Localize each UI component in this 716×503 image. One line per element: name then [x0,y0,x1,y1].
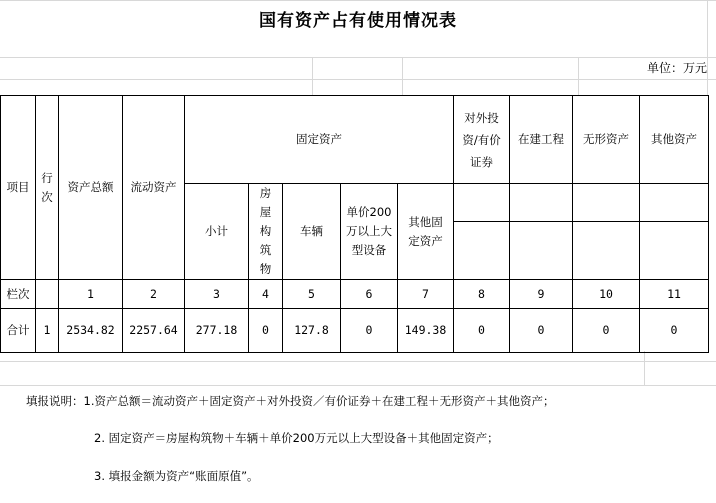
header-blank [454,221,510,279]
note-line-3: 3. 填报金额为资产“账面原值”。 [94,469,259,483]
large-equipment-value: 0 [341,309,398,353]
gridline [0,0,716,1]
column-number-cell: 9 [510,280,573,309]
gridline [0,79,716,80]
gridline [402,57,403,95]
gridline [0,385,716,386]
header-construction: 在建工程 [510,96,573,184]
column-number-cell: 5 [283,280,341,309]
header-blank [640,184,709,222]
total-row [1,309,709,353]
foreign-investment-value: 0 [454,309,510,353]
column-number-cell: 3 [185,280,249,309]
column-number-cell: 1 [59,280,123,309]
total-assets-value: 2534.82 [59,309,123,353]
header-blank [573,184,640,222]
header-current-assets: 流动资产 [123,96,185,280]
header-fixed-assets: 固定资产 [185,96,454,184]
header-intangible: 无形资产 [573,96,640,184]
report-title: 国有资产占有使用情况表 [259,11,457,31]
header-large-equipment: 单价200万以上大型设备 [341,184,398,280]
header-other-fixed: 其他固定资产 [398,184,454,280]
gridline [0,361,716,362]
column-number-label: 栏次 [1,280,36,309]
header-subtotal: 小计 [185,184,249,280]
other-fixed-value: 149.38 [398,309,454,353]
construction-value: 0 [510,309,573,353]
column-number-cell: 2 [123,280,185,309]
header-item: 项目 [1,96,36,280]
asset-table [0,95,709,353]
header-row-no: 行次 [36,96,59,280]
header-total-assets: 资产总额 [59,96,123,280]
gridline [0,57,716,58]
header-row-1 [1,96,709,184]
buildings-value: 0 [249,309,283,353]
header-blank [640,221,709,279]
note-line-1: 填报说明：1.资产总额＝流动资产＋固定资产＋对外投资／有价证券＋在建工程＋无形资产＋其他资产； [26,394,555,408]
header-blank [454,184,510,222]
header-blank [510,221,573,279]
intangible-value: 0 [573,309,640,353]
column-number-cell: 8 [454,280,510,309]
total-row-number: 1 [36,309,59,353]
column-number-cell: 4 [249,280,283,309]
gridline [312,57,313,95]
unit-label: 单位：万元 [646,61,707,75]
column-number-cell: 10 [573,280,640,309]
vehicles-value: 127.8 [283,309,341,353]
column-number-blank [36,280,59,309]
other-assets-value: 0 [640,309,709,353]
column-number-row [1,280,709,309]
fixed-subtotal-value: 277.18 [185,309,249,353]
header-other-assets: 其他资产 [640,96,709,184]
gridline [578,57,579,95]
header-blank [510,184,573,222]
current-assets-value: 2257.64 [123,309,185,353]
gridline [644,351,645,385]
column-number-cell: 6 [341,280,398,309]
column-number-cell: 11 [640,280,709,309]
header-blank [573,221,640,279]
column-number-cell: 7 [398,280,454,309]
note-line-2: 2. 固定资产＝房屋构筑物＋车辆＋单价200万元以上大型设备＋其他固定资产； [94,431,499,445]
header-vehicles: 车辆 [283,184,341,280]
header-buildings: 房屋构筑物 [249,184,283,280]
header-foreign-investment: 对外投资/有价证券 [454,96,510,184]
total-row-label: 合计 [1,309,36,353]
